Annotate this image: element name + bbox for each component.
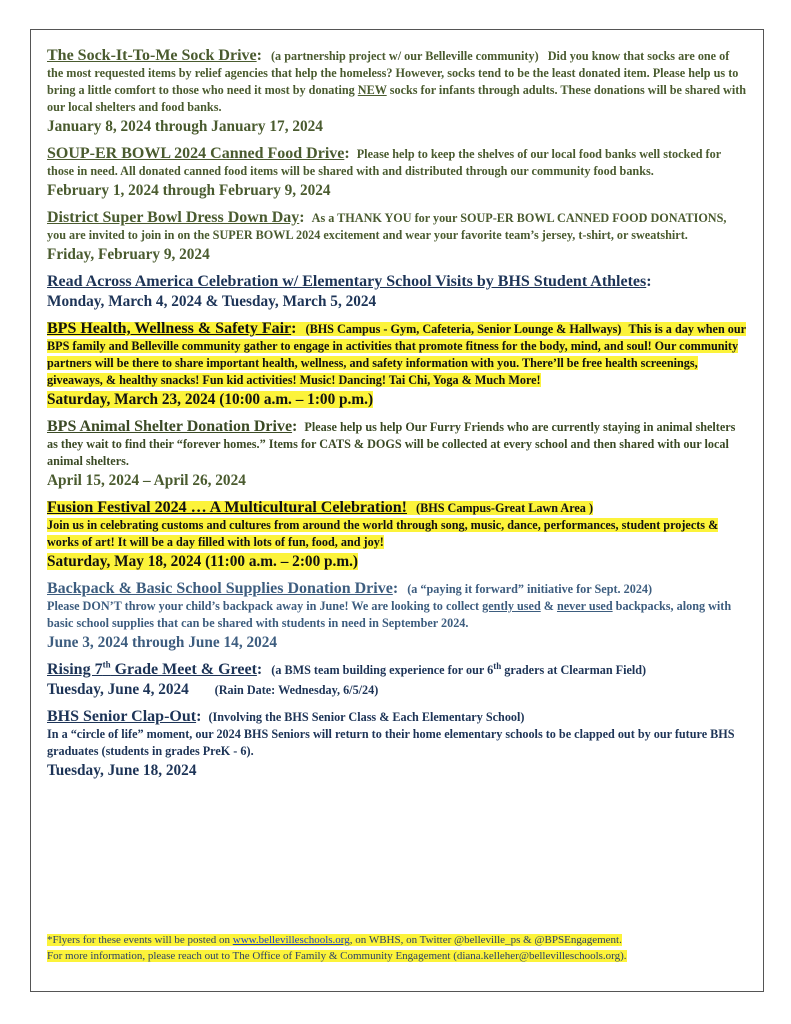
event-read-across-america [47,273,747,312]
footer-text-social: , on WBHS, on Twitter @belleville_ps & @BPSEngagement. [349,934,622,946]
event-title: BHS Senior Clap-Out [47,708,197,725]
event-date: Tuesday, June 4, 2024 [47,681,189,698]
event-title: BPS Animal Shelter Donation Drive [47,418,293,435]
event-senior-clap-out [47,708,747,781]
title-superscript: th [102,659,111,670]
title-part: Rising 7 [47,661,103,678]
event-note: (a “paying it forward” initiative for Sept. 2024) [407,582,653,596]
title-colon: : [646,273,652,290]
note-part: graders at Clearman Field) [501,663,647,677]
title-colon: : [299,209,305,226]
event-date-row [47,680,747,700]
title-colon: : [256,47,262,64]
event-description: In a “circle of life” moment, our 2024 BHS Seniors will return to their home elementary schools to be clapped out by our future BHS graduates (students in grades PreK - 6). [47,727,735,758]
event-title: The Sock-It-To-Me Sock Drive [47,47,257,64]
rain-date: (Rain Date: Wednesday, 6/5/24) [214,683,379,697]
footer-contact: For more information, please reach out to The Office of Family & Community Engagement (diana.kelleher@bellevilleschools.org). [47,950,627,962]
footer-text-start: *Flyers for these events will be posted on [47,934,233,946]
event-date: February 1, 2024 through February 9, 2024 [47,182,331,199]
title-colon: : [292,418,298,435]
emphasis-never-used: never used [556,599,613,613]
event-title: Read Across America Celebration w/ Elementary School Visits by BHS Student Athletes [47,273,647,290]
event-date: Tuesday, June 18, 2024 [47,762,197,779]
event-description-end: socks for infants through adults. These donations will be shared with our local shelters and food banks. [47,83,747,114]
website-link[interactable]: www.bellevilleschools.org [232,934,350,946]
event-rising-7th-grade [47,661,747,700]
event-title: Fusion Festival 2024 … A Multicultural Celebration! [47,499,407,516]
event-description: As a THANK YOU for your SOUP-ER BOWL CANNED FOOD DONATIONS, you are invited to join in on the SUPER BOWL 2024 excitement and wear your favorite team’s jersey, t-shirt, or sweatshirt. [47,211,727,242]
footer-note [47,932,747,964]
event-sock-drive [47,47,747,137]
note-superscript: th [493,660,502,671]
event-date: Saturday, March 23, 2024 (10:00 a.m. – 1:00 p.m.) [47,391,374,408]
event-description: Join us in celebrating customs and cultures from around the world through song, music, dance, performances, student projects & works of art! It will be a day filled with lots of fun, food, and joy! [47,518,719,549]
event-date: June 3, 2024 through June 14, 2024 [47,634,278,651]
title-colon: : [256,661,263,678]
title-colon: : [392,580,399,597]
title-part: Grade Meet & Greet [110,661,257,678]
event-description: Please help to keep the shelves of our local food banks well stocked for those in need. All donated canned food items will be shared with and distributed through our community food banks. [47,147,721,178]
event-dress-down-day [47,209,747,265]
title-colon: : [344,145,350,162]
event-title: BPS Health, Wellness & Safety Fair [47,320,292,337]
event-health-fair [47,320,747,410]
event-description: Please DON’T throw your child’s backpack away in June! We are looking to collect [47,599,483,613]
page-border [30,29,764,992]
title-colon: : [196,708,202,725]
emphasis-gently-used: gently used [482,599,541,613]
event-date: January 8, 2024 through January 17, 2024 [47,118,323,135]
event-fusion-festival [47,499,747,572]
event-date: April 15, 2024 – April 26, 2024 [47,472,246,489]
event-description: Did you know that socks are one of the most requested items by relief agencies that help the homeless? However, socks tend to be the least donated item. Please help us to bring a little comfort to those who need it most by donating [47,49,739,97]
note-part: (a BMS team building experience for our 6 [271,663,494,677]
ampersand: & [540,599,557,613]
event-date: Saturday, May 18, 2024 (11:00 a.m. – 2:00 p.m.) [47,553,359,570]
event-note: (BHS Campus-Great Lawn Area ) [416,501,593,515]
event-description: Please help us help Our Furry Friends who are currently staying in animal shelters as they wait to find their “forever homes.” Items for CATS & DOGS will be collected at every school and then shared with our local animal shelters. [47,420,736,468]
event-description-end: backpacks, along with basic school supplies that can be shared with students in need in September 2024. [47,599,732,630]
event-soup-er-bowl [47,145,747,201]
events-list [47,47,747,789]
title-colon: : [291,320,297,337]
footer-text [47,934,622,946]
emphasis-new: NEW [357,83,387,97]
event-title: Backpack & Basic School Supplies Donation Drive [47,580,393,597]
event-title: District Super Bowl Dress Down Day [47,209,300,226]
event-note [271,660,647,677]
event-backpack-drive [47,580,747,653]
event-animal-shelter-drive [47,418,747,491]
event-note: (BHS Campus - Gym, Cafeteria, Senior Lounge & Hallways) [305,322,622,336]
event-title: SOUP-ER BOWL 2024 Canned Food Drive [47,145,345,162]
event-note: (a partnership project w/ our Belleville community) [271,49,539,63]
event-description: This is a day when our BPS family and Belleville community gather to engage in activities that promote fitness for the body, mind, and soul! Our community partners will be there to share important health, wellness, and safety information with you. There’ll be free health screenings, giveaways, & healthy snacks! Fun kid activities! Music! Dancing! Tai Chi, Yoga & Much More! [47,322,746,387]
event-title [47,661,257,678]
event-date: Monday, March 4, 2024 & Tuesday, March 5, 2024 [47,293,377,310]
event-date: Friday, February 9, 2024 [47,246,210,263]
event-note: (Involving the BHS Senior Class & Each Elementary School) [208,710,525,724]
